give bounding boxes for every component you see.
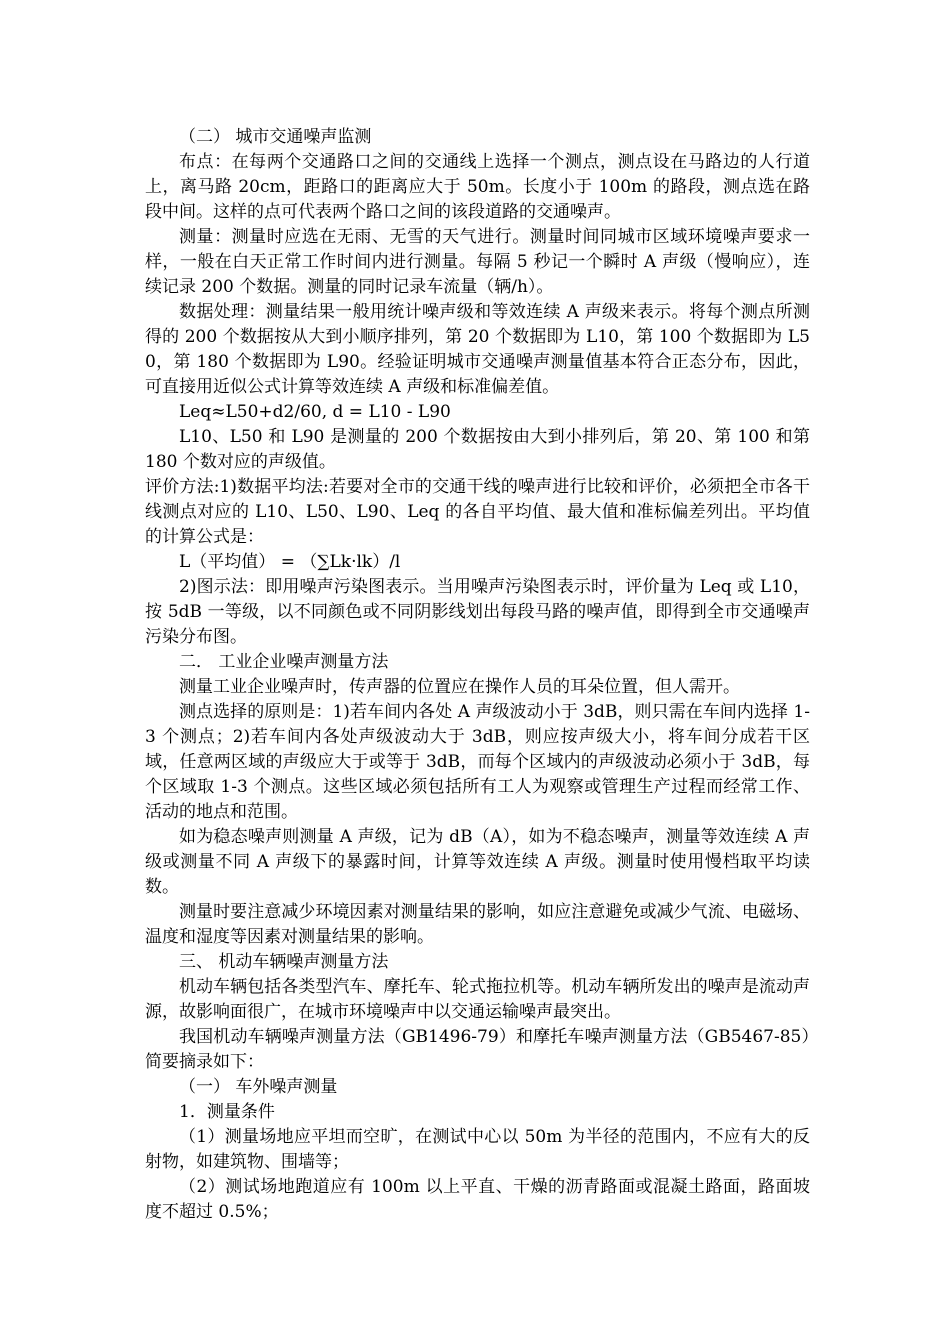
condition-item-2: （2）测试场地跑道应有 100m 以上平直、干燥的沥青路面或混凝土路面，路面坡度不超过 0.5%； xyxy=(145,1177,810,1222)
paragraph-data-processing: 数据处理：测量结果一般用统计噪声级和等效连续 A 声级来表示。将每个测点所测得的 200 个数据按从大到小顺序排列，第 20 个数据即为 L10，第 100 个数据即为 L50，第 180 个数据即为 L90。经验证明城市交通噪声测量值基本符合正态分布，因此，可直接用近似公式计算等效连续 A 声级和标准偏差值。 xyxy=(145,302,810,397)
paragraph-standards: 我国机动车辆噪声测量方法（GB1496-79）和摩托车噪声测量方法（GB5467-85）简要摘录如下： xyxy=(145,1027,810,1072)
paragraph-environment-factors: 测量时要注意减少环境因素对测量结果的影响，如应注意避免或减少气流、电磁场、温度和湿度等因素对测量结果的影响。 xyxy=(145,902,810,947)
section-heading-industrial-noise: 二． 工业企业噪声测量方法 xyxy=(179,652,389,672)
paragraph-microphone-position: 测量工业企业噪声时，传声器的位置应在操作人员的耳朵位置，但人需开。 xyxy=(179,677,740,697)
section-heading-urban-traffic-noise: （二） 城市交通噪声监测 xyxy=(179,127,372,147)
paragraph-vehicle-types: 机动车辆包括各类型汽车、摩托车、轮式拖拉机等。机动车辆所发出的噪声是流动声源，故影响面很广，在城市环境噪声中以交通运输噪声最突出。 xyxy=(145,977,810,1022)
formula-average: L（平均值） = （∑Lk·lk）/l xyxy=(179,552,401,572)
paragraph-steady-noise: 如为稳态噪声则测量 A 声级，记为 dB（A），如为不稳态噪声，测量等效连续 A 声级或测量不同 A 声级下的暴露时间，计算等效连续 A 声级。测量时使用慢档取平均读数。 xyxy=(145,827,810,897)
paragraph-evaluation-method: 评价方法:1)数据平均法:若要对全市的交通干线的噪声进行比较和评价，必须把全市各干线测点对应的 L10、L50、L90、Leq 的各自平均值、最大值和准标偏差列出。平均值的计算公式是： xyxy=(145,477,810,547)
paragraph-l10-l50-l90: L10、L50 和 L90 是测量的 200 个数据按由大到小排列后，第 20、第 100 和第 180 个数对应的声级值。 xyxy=(145,427,810,472)
subsection-heading-exterior-noise: （一） 车外噪声测量 xyxy=(179,1077,338,1097)
paragraph-measurement: 测量：测量时应选在无雨、无雪的天气进行。测量时间同城市区域环境噪声要求一样，一般在白天正常工作时间内进行测量。每隔 5 秒记一个瞬时 A 声级（慢响应），连续记录 200 个数据。测量的同时记录车流量（辆/h）。 xyxy=(145,227,810,297)
section-heading-vehicle-noise: 三、 机动车辆噪声测量方法 xyxy=(179,952,389,972)
item-heading-conditions: 1．测量条件 xyxy=(179,1102,275,1122)
document-body xyxy=(145,125,810,1225)
formula-leq: Leq≈L50+d2/60, d = L10 - L90 xyxy=(179,402,451,422)
condition-item-1: （1）测量场地应平坦而空旷，在测试中心以 50m 为半径的范围内，不应有大的反射物，如建筑物、围墙等； xyxy=(145,1127,810,1172)
paragraph-layout: 布点：在每两个交通路口之间的交通线上选择一个测点，测点设在马路边的人行道上，离马路 20cm，距路口的距离应大于 50m。长度小于 100m 的路段，测点选在路段中间。这样的点可代表两个路口之间的该段道路的交通噪声。 xyxy=(145,152,810,222)
paragraph-measuring-point-selection: 测点选择的原则是：1)若车间内各处 A 声级波动小于 3dB，则只需在车间内选择 1-3 个测点；2)若车间内各处声级波动大于 3dB，则应按声级大小，将车间分成若干区域，任意两区域的声级应大于或等于 3dB，而每个区域内的声级波动必须小于 3dB，每个区域取 1-3 个测点。这些区域必须包括所有工人为观察或管理生产过程而经常工作、活动的地点和范围。 xyxy=(145,702,810,822)
paragraph-graphic-method: 2)图示法：即用噪声污染图表示。当用噪声污染图表示时，评价量为 Leq 或 L10，按 5dB 一等级，以不同颜色或不同阴影线划出每段马路的噪声值，即得到全市交通噪声污染分布图。 xyxy=(145,577,810,647)
